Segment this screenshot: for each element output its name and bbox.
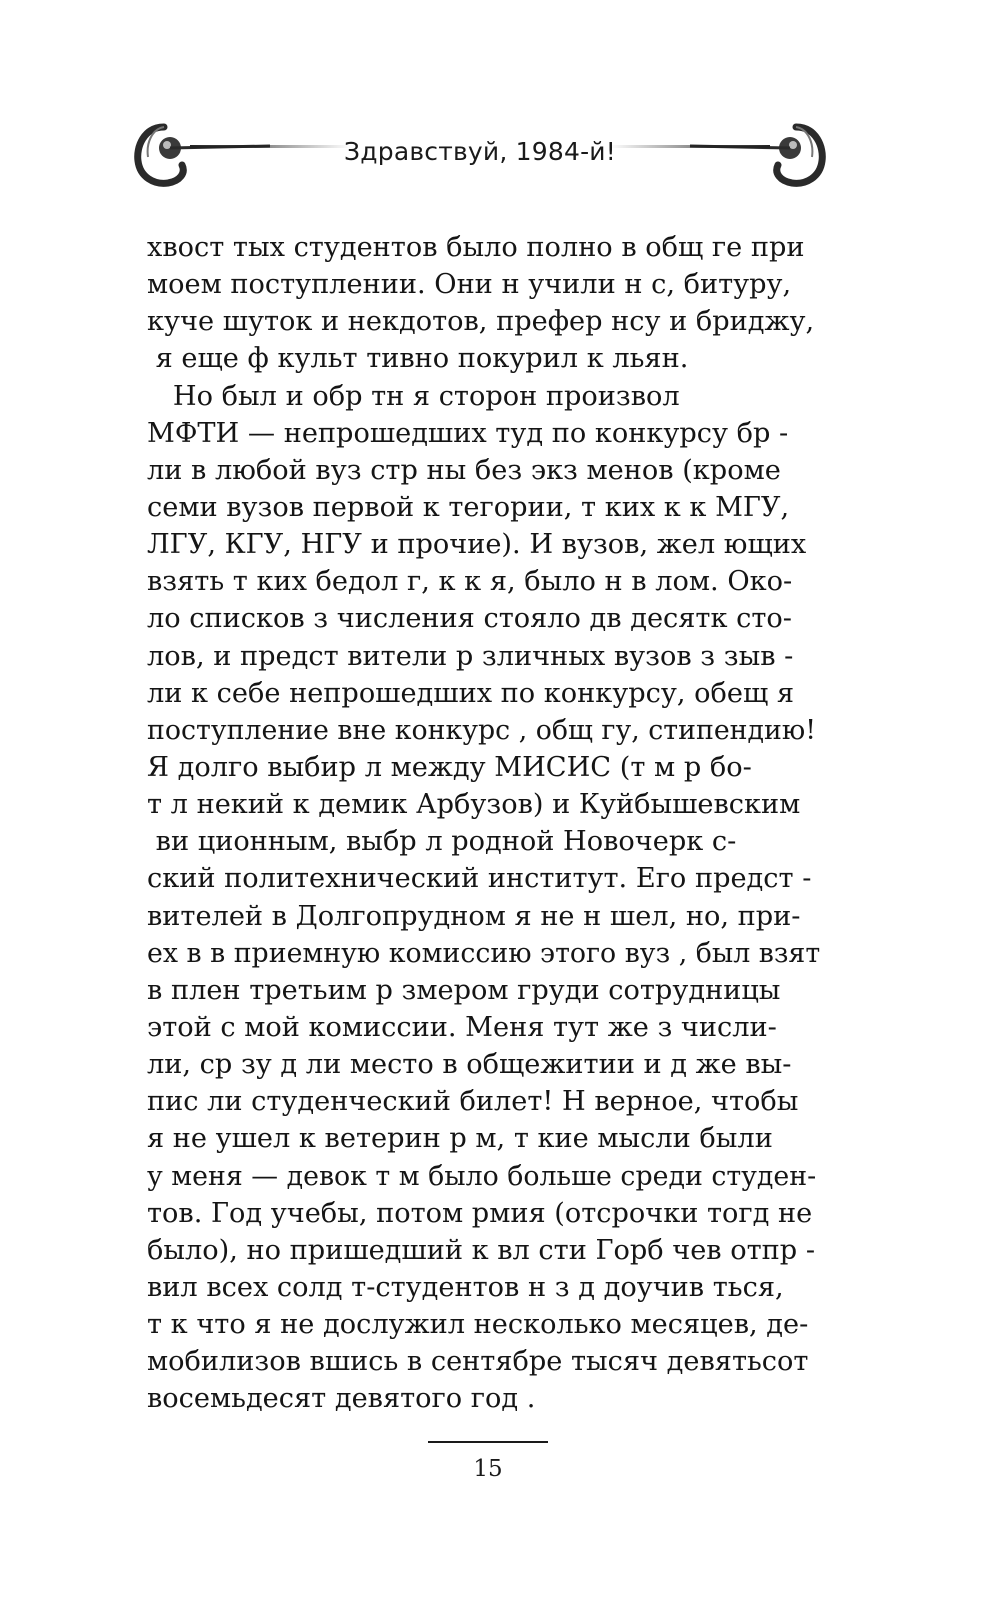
text-line: вил всех солд т-студентов н з д доучив ться, xyxy=(147,1271,784,1303)
text-line: в плен третьим р змером груди сотрудницы xyxy=(147,974,781,1006)
text-line: ло списков з числения стояло дв десятк сто- xyxy=(147,603,792,635)
text-line: лов, и предст вители р зличных вузов з зыв - xyxy=(147,640,794,672)
text-line: мобилизов вшись в сентябре тысяч девятьсот xyxy=(147,1346,809,1378)
text-line: семи вузов первой к тегории, т ких к к МГУ, xyxy=(147,491,790,523)
running-header-title: Здравствуй, 1984-й! xyxy=(344,137,616,166)
text-line: куче шуток и некдотов, префер нсу и бриджу, xyxy=(147,306,815,338)
page-number: 15 xyxy=(473,1456,503,1482)
text-line: тов. Год учебы, потом рмия (отсрочки тогд не xyxy=(147,1197,813,1229)
text-line: пис ли студенческий билет! Н верное, чтобы xyxy=(147,1086,799,1118)
text-line: ви ционным, выбр л родной Новочерк с- xyxy=(147,826,737,858)
text-line: я не ушел к ветерин р м, т кие мысли были xyxy=(147,1123,773,1155)
text-line: т к что я не дослужил несколько месяцев, де- xyxy=(147,1309,809,1341)
text-line: моем поступлении. Они н учили н с, битуру, xyxy=(147,269,792,301)
folio-rule xyxy=(428,1441,548,1443)
text-line: МФТИ — непрошедших туд по конкурсу бр - xyxy=(147,417,789,449)
body-text xyxy=(147,229,823,1418)
text-line: т л некий к демик Арбузов) и Куйбышевским xyxy=(147,789,801,821)
text-line: вителей в Долгопрудном я не н шел, но, при- xyxy=(147,900,801,932)
text-line: у меня — девок т м было больше среди студен- xyxy=(147,1160,817,1192)
text-line: Я долго выбир л между МИСИС (т м р бо- xyxy=(147,751,752,783)
text-line: ех в в приемную комиссию этого вуз , был взят xyxy=(147,937,821,969)
running-header xyxy=(130,115,830,195)
text-line: ЛГУ, КГУ, НГУ и прочие). И вузов, жел ющих xyxy=(147,529,807,561)
text-line: было), но пришедший к вл сти Горб чев отпр - xyxy=(147,1234,816,1266)
text-line: ли в любой вуз стр ны без экз менов (кроме xyxy=(147,454,781,486)
text-line: взять т ких бедол г, к к я, было н в лом. Око- xyxy=(147,566,793,598)
text-line: восемьдесят девятого год . xyxy=(147,1383,536,1415)
text-line: этой с мой комиссии. Меня тут же з числи- xyxy=(147,1011,777,1043)
text-line: ли к себе непрошедших по конкурсу, обещ я xyxy=(147,677,795,709)
text-line: ли, ср зу д ли место в общежитии и д же вы- xyxy=(147,1049,792,1081)
text-line: поступление вне конкурс , общ гу, стипендию! xyxy=(147,714,816,746)
text-line: Но был и обр тн я сторон произвол xyxy=(147,380,680,412)
text-line: хвост тых студентов было полно в общ ге при xyxy=(147,232,805,263)
text-line: я еще ф культ тивно покурил к льян. xyxy=(147,343,689,375)
text-line: ский политехнический институт. Его предст - xyxy=(147,863,812,895)
